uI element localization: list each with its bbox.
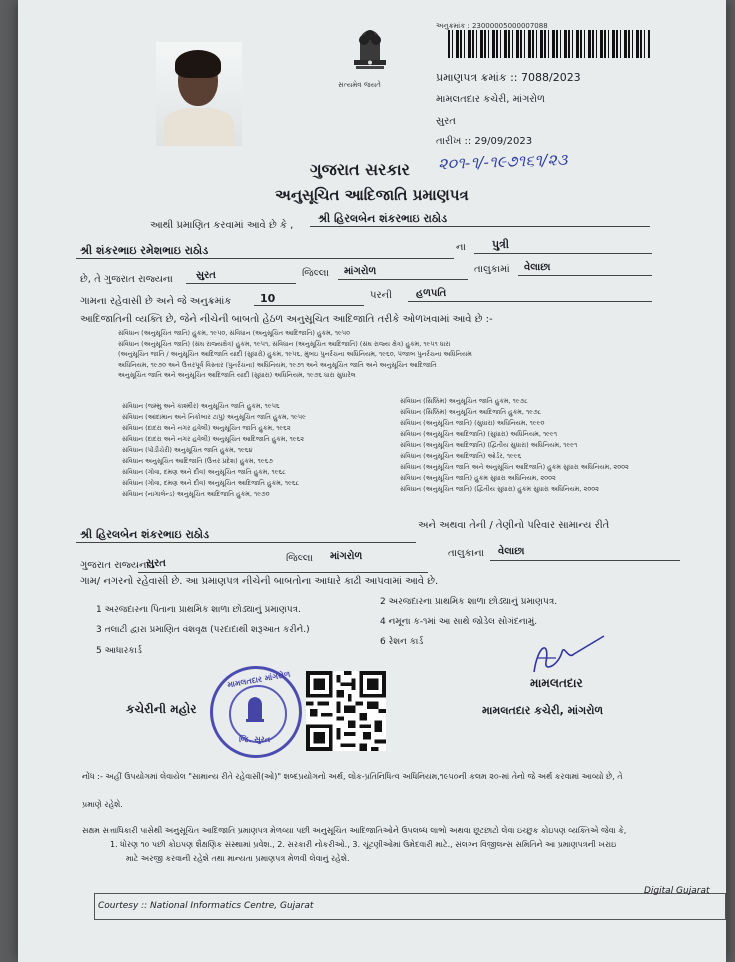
order-item: સંવિધાન (સિક્કિમ) અનુસૂચિત આદિજાતિ હુકમ, ૧૯૭૮ [400,408,542,416]
legal-line: (અનુસૂચિત જાતિ / અનુસૂચિત આદિજાતિ યાદી (સુધારો) હુકમ, ૧૯૫૬, મુંબઇ પુનર્રચના અધિનિયમ, ૧૯૬૦, પંજાબ પુનર્રચના અધિનિયમ [118,350,472,358]
state-label: છે, તે ગુજરાત રાજ્યના [80,274,173,285]
government-title: ગુજરાત સરકાર [310,160,410,179]
order-item: સંવિધાન (અનુસૂચિત આદિજાતિ) (સુધારા) અધિનિયમ, ૧૯૯૧ [400,430,558,438]
document-item: 6 રેશન કાર્ડ [380,637,424,647]
certify-intro: આથી પ્રમાણિત કરવામાં આવે છે કે , [150,220,294,231]
family-text: અને અથવા તેની / તેણીનો પરિવાર સામાન્ય રીતે [418,520,610,531]
district-label-2: જિલ્લા [286,553,313,564]
note-4: માટે અરજી કરવાની રહેશે તથા માન્યતા પ્રમાણપત્ર મેળવી લેવાનું રહેશે. [126,854,350,863]
order-item: સંવિધાન (અનુસૂચિત જાતિ) (સુધારા) અધિનિયમ, ૧૯૯૦ [400,419,545,427]
order-item: સંવિધાન (જમ્મુ અને કાશ્મીર) અનુસૂચિત જાતિ હુકમ, ૧૯૫૬ [122,402,280,410]
taluka-label: તાલુકામાં [474,264,510,275]
district-label: જિલ્લા [302,268,329,279]
signing-office: મામલતદાર કચેરી, માંગરોળ [482,704,604,717]
note-1b: પ્રમાણે રહેશે. [82,800,123,809]
order-item: સંવિધાન (અનુસૂચિત જાતિ અને અનુસૂચિત આદિજાતિ) હુકમ સુધારા અધિનિયમ, ૨૦૦૨ [400,463,629,471]
village-value-2: વેલાછા [498,546,525,557]
legal-line: સંવિધાન (અનુસૂચિત જાતિ) (સંઘ રાજ્યક્ષેત્ર) હુકમ, ૧૯૫૧, સંવિધાન (અનુસૂચિત આદિજાતિ) (સંઘ રાજ્ય ક્ષેત્ર) હુકમ, ૧૯૫૧ ધારા [118,339,451,348]
legal-line: સંવિધાન (અનુસૂચિત જાતિ) હુકમ, ૧૯૫૦, સંવિધાન (અનુસૂચિત આદિજાતિ) હુકમ, ૧૯૫૦ [118,329,351,337]
order-item: સંવિધાન (અનુસૂચિત જાતિ) હુકમ સુધારા અધિનિયમ, ૨૦૦૨ [400,474,556,482]
tribe-value: હળપતિ [416,288,447,299]
document-item: 4 નમૂના ક-૧માં આ સાથે જોડેલ સોગંદનામું. [380,617,538,627]
certificate-number: પ્રમાણપત્ર ક્રમાંક :: 7088/2023 [436,71,581,84]
issuing-district: સુરત [436,116,456,127]
digital-gujarat-brand: Digital Gujarat [644,886,710,896]
relation-value: પુત્રી [492,238,510,251]
state-label-2: ગુજરાત રાજ્યના [80,560,149,571]
taluka-label-2: તાલુકાના [448,548,485,559]
state-emblem-icon [346,20,394,82]
issue-date: તારીખ :: 29/09/2023 [436,136,533,147]
order-item: સંવિધાન (ગોવા, દમણ અને દીવ) અનુસૂચિત આદિજાતિ હુકમ, ૧૯૬૮ [122,479,300,487]
certificate-page [18,0,726,962]
emblem-caption: સત્યમેવ જયતે [338,81,381,89]
residence-label: ગામના રહેવાસી છે અને જે અનુક્રમાંક [80,296,232,307]
serial-number: અનુક્રમાંક : 23000005000007088 [436,22,548,30]
serial-no: 10 [260,292,276,305]
signature-mark [528,632,608,680]
order-item: સંવિધાન (અનુસૂચિત આદિજાતિ) (દ્વિતીય સુધારા) અધિનિયમ, ૧૯૯૧ [400,441,578,449]
courtesy-text: Courtesy :: National Informatics Centre, Gujarat [98,901,314,911]
issuing-office: મામલતદાર કચેરી, માંગરોળ [436,94,545,105]
document-item: 2 અરજદારના પ્રાથમિક શાળા છોડ્યાનું પ્રમાણપત્ર. [380,597,558,607]
order-item: સંવિધાન (નાગાલેન્ડ) અનુસૂચિત આદિજાતિ હુકમ, ૧૯૭૦ [122,490,270,498]
order-item: સંવિધાન (પોંડીચેરી) અનુસૂચિત જાતિ હુકમ, ૧૯૬૪ [122,446,253,454]
holder-name: શ્રી હિરલબેન શંકરભાઇ રાઠોડ [318,212,448,225]
order-item: સંવિધાન (આંદામાન અને નિકોબાર ટાપુ) અનુસૂચિત જાતિ હુકમ, ૧૯૫૯ [122,413,307,421]
taluka-value: માંગરોળ [344,266,377,277]
order-item: સંવિધાન (ગોવા, દમણ અને દીવ) અનુસૂચિત જાતિ હુકમ, ૧૯૬૮ [122,468,286,476]
designation: મામલતદાર [530,676,583,690]
district-value-2: સુરત [146,558,166,569]
document-item: 3 તલાટી દ્વારા પ્રમાણિત વંશવૃક્ષ (પરદાદાથી શરૂઆત કરીને.) [96,625,310,635]
taluka-value-2: માંગરોળ [330,551,363,562]
qr-code-icon [306,671,386,751]
legal-lines [118,328,472,381]
relation-label: ના [456,242,466,253]
office-seal-stamp [210,666,302,758]
seal-emblem-icon [243,695,267,725]
note-1: નોંધ :- અહીં ઉપયોગમાં લેવાયેલ "સામાન્ય રીતે રહેવાસી(ઓ)" શબ્દપ્રયોગનો અર્થ, લોક-પ્રતિનિધિત્વ અધિનિયમ,૧૯૫૦ની કલમ ૨૦-માં તેનો જે અર્થ કરવામાં આવ્યો છે, તે [82,772,623,781]
document-item: 1 અરજદારના પિતાના પ્રાથમિક શાળા છોડ્યાનું પ્રમાણપત્ર. [96,605,301,615]
holder-name-2: શ્રી હિરલબેન શંકરભાઇ રાઠોડ [80,528,210,541]
seal-bottom-text: જિ. સુરત [239,735,271,744]
district-value: સુરત [196,270,216,281]
barcode-icon [448,30,650,58]
order-item: સંવિધાન (દાદરા અને નગર હવેલી) અનુસૂચિત જાતિ હુકમ, ૧૯૬૨ [122,424,291,432]
tribe-label: પરની [370,290,392,301]
handwritten-reference: ૨૦૧-૧/-૧૯૭૧૬૧/૨૩ [437,149,568,174]
orders-right [400,396,629,495]
office-seal-label: કચેરીની મહોર [126,702,197,716]
order-item: સંવિધાન (અનુસૂચિત આદિજાતિ) ઓર્ડર, ૧૯૯૬ [400,452,522,460]
father-name: શ્રી શંકરભાઇ રમેશભાઇ રાઠોડ [80,244,209,257]
holder-photo [156,42,242,146]
note-3: 1. ધોરણ ૧૦ પછી કોઇપણ શૈક્ષણિક સંસ્થામાં પ્રવેશ., 2. સરકારી નોકરીઓ., 3. ચૂંટણીઓમાં ઉમેદવારી માટે., સંલગ્ન વિજીલન્સ સમિતિને આ પ્રમાણપત્રની ખરાઇ [110,840,617,849]
seal-top-text: મામલતદાર માંગરોળ [226,669,292,690]
residence-text-2: ગામ/ નગરનો રહેવાસી છે. આ પ્રમાણપત્ર નીચેની બાબતોના આધારે કાઢી આપવામાં આવે છે. [80,576,439,587]
order-item: સંવિધાન (અનુસૂચિત જાતિ) (દ્વિતીય સુધારા) હુકમ સુધારા અધિનિયમ, ૨૦૦૨ [400,485,599,493]
village-value: વેલાછા [524,262,551,273]
note-2: સક્ષમ સત્તાધિકારી પાસેથી અનુસૂચિત આદિજાતિ પ્રમાણપત્ર મેળવ્યા પછી અનુસૂચિત આદિજાતિઓને ઉપલબ્ધ લાભો અથવા છૂટછાટો લેવા ઇચ્છુક કોઇપણ વ્યક્તિએ જેવા કે, [82,826,627,835]
order-item: સંવિધાન (દાદરા અને નગર હવેલી) અનુસૂચિત આદિજાતિ હુકમ, ૧૯૬૨ [122,435,305,443]
recognition-text: આદિજાતિની વ્યક્તિ છે, જેને નીચેની બાબતો હેઠળ અનુસૂચિત આદિજાતિ તરીકે ઓળખવામાં આવે છે :- [80,314,493,325]
order-item: સંવિધાન અનુસૂચિત આદિજાતિ (ઉત્તર પ્રદેશ) હુકમ, ૧૯૬૭ [122,457,273,465]
document-item: 5 આધારકાર્ડ [96,646,142,656]
certificate-title: અનુસૂચિત આદિજાતિ પ્રમાણપત્ર [275,186,469,204]
order-item: સંવિધાન (સિક્કિમ) અનુસૂચિત જાતિ હુકમ, ૧૯૭૮ [400,397,528,405]
legal-line: અનુસૂચિત જાતિ અને અનુસૂચિત આદિજાતિ યાદી (સુધારા) અધિનિયમ, ૧૯૭૬ ધારા સુધારેલ [118,371,356,379]
orders-left [122,401,306,500]
legal-line: અધિનિયમ, ૧૯૭૦ અને ઉત્તરપૂર્વ વિસ્તાર (પુનર્રચના) અધિનિયમ, ૧૯૭૧ અને અનુસૂચિત જાતિ અને અનુસૂચિત આદિજાતિ [118,360,437,369]
